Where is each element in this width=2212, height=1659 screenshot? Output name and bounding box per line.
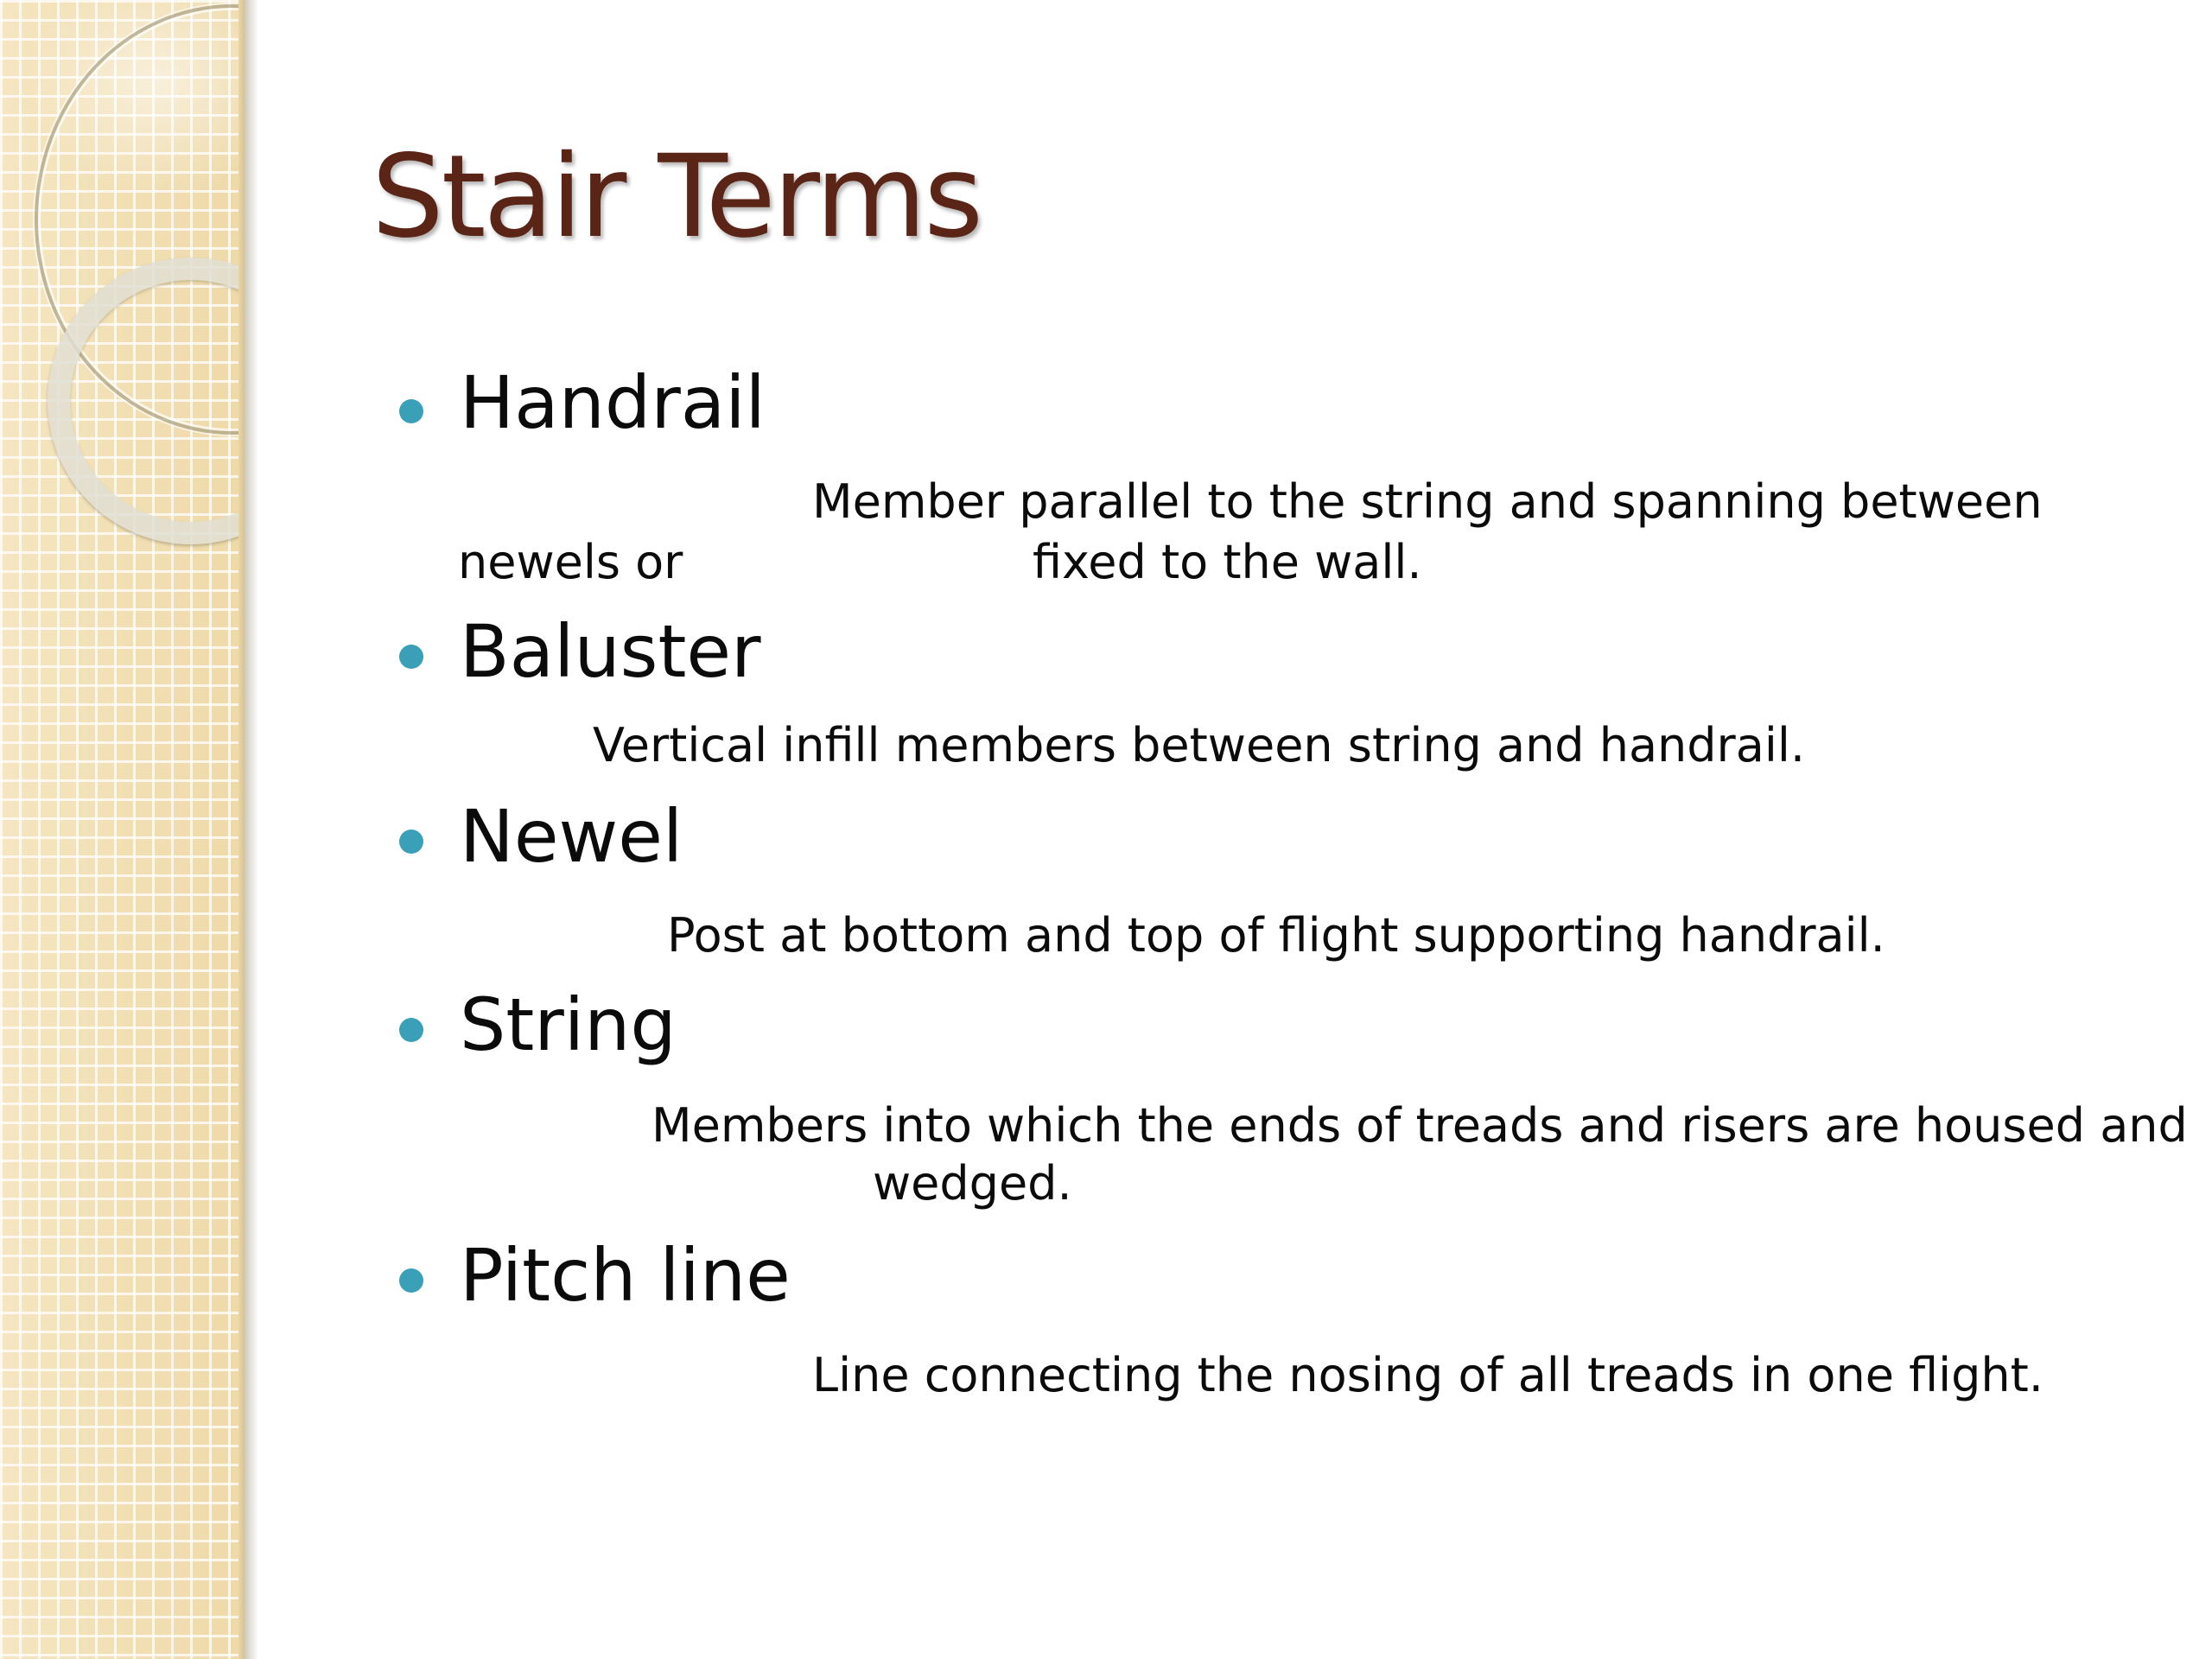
definition-pitch-line: Line connecting the nosing of all treads in one flight. — [812, 1348, 2044, 1402]
term-handrail: Handrail — [460, 360, 766, 445]
definition-string-line-1: Members into which the ends of treads and risers are housed and — [652, 1098, 2188, 1153]
bullet-icon — [399, 645, 423, 669]
definition-handrail-line-2: newels or — [458, 535, 683, 589]
term-baluster: Baluster — [460, 609, 761, 694]
term-newel: Newel — [460, 794, 683, 879]
bullet-icon — [399, 830, 423, 854]
definition-handrail-line-1: Member parallel to the string and spanning between — [812, 474, 2043, 529]
term-pitch-line: Pitch line — [460, 1233, 791, 1318]
definition-handrail-line-3: fixed to the wall. — [1033, 535, 1422, 589]
bullet-icon — [399, 1018, 423, 1042]
bullet-icon — [399, 1268, 423, 1293]
side-band-shadow — [245, 0, 258, 1659]
definition-string-line-2: wedged. — [873, 1156, 1072, 1211]
slide-title: Stair Terms — [372, 130, 982, 264]
bullet-icon — [399, 399, 423, 423]
side-band-edge — [238, 0, 245, 1659]
term-string: String — [460, 982, 677, 1067]
decorative-side-band — [0, 0, 245, 1659]
definition-newel: Post at bottom and top of flight supporting handrail. — [667, 908, 1885, 963]
definition-baluster: Vertical infill members between string and handrail. — [593, 718, 1806, 772]
